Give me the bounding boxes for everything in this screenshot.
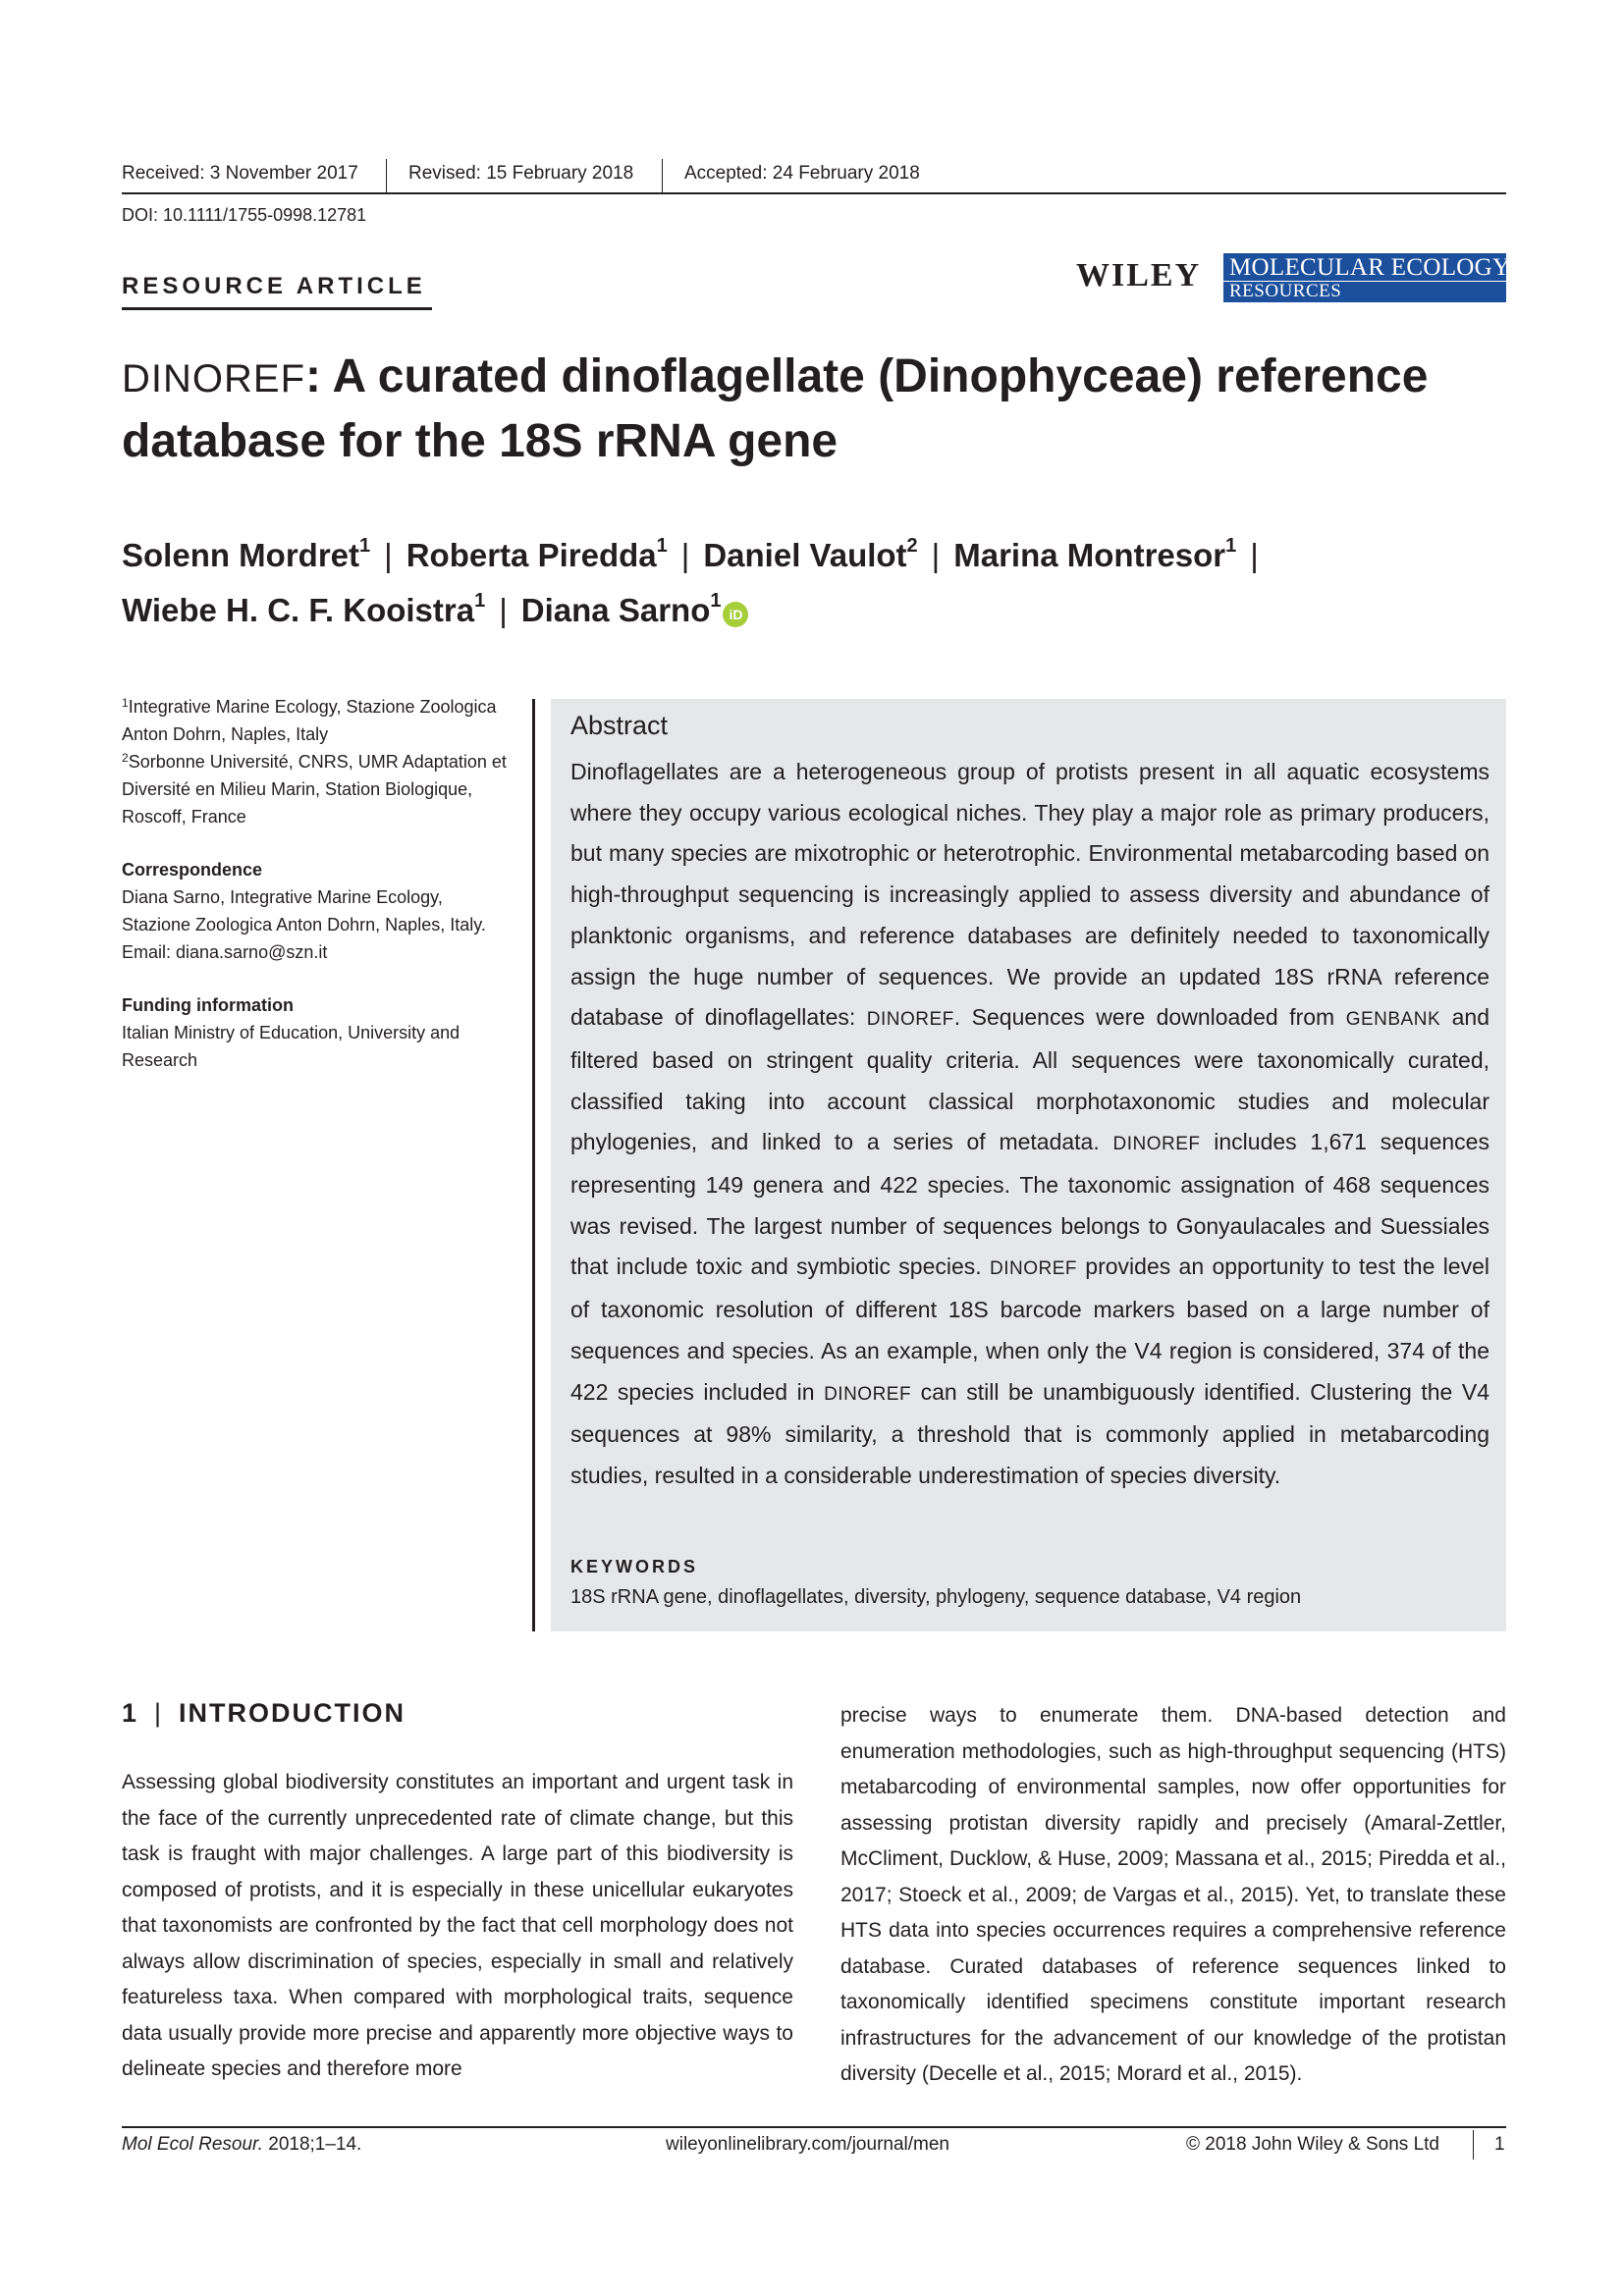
abstract-text: Dinoflagellates are a heterogeneous group of protists present in all aquatic ecosystems where they occupy various ecological niches. They play a major role as primary producers, but many species are mixotrophic or heterotrophic. Environmental metabarcoding based on high-throughput sequencing is increasingly applied to assess diversity and abundance of planktonic organisms, and reference databases are definitely needed to taxonomically assign the huge number of sequences. We provide an updated 18S rRNA reference database of dinoflagellates: DINOREF. Sequences were downloaded from GENBANK and filtered based on stringent quality criteria. All sequences were taxonomically curated, classified taking into account classical morphotaxonomic studies and molecular phylogenies, and linked to a series of metadata. DINOREF includes 1,671 sequences representing 149 genera and 422 species. The taxonomic assignation of 468 sequences was revised. The largest number of sequences belongs to Gonyaulacales and Suessiales that include toxic and symbiotic species. DINOREF provides an opportunity to test the level of taxonomic resolution of different 18S barcode markers based on a large number of sequences and species. As an example, when only the V4 region is considered, 374 of the 422 species included in DINOREF can still be unambiguously identified. Clustering the V4 sequences at 98% similarity, a threshold that is commonly applied in metabarcoding studies, resulted in a considerable underestimation of species diversity. [570, 759, 1490, 1488]
author[interactable]: Solenn Mordret$^1$ [122, 535, 371, 573]
abstract-box [551, 699, 1506, 1631]
intro-paragraph: precise ways to enumerate them. DNA-based detection and enumeration methodologies, such as high-throughput sequencing (HTS) metabarcoding of environmental samples, now offer opportunities for assessing protistan diversity rapidly and precisely (Amaral-Zettler, McCliment, Ducklow, & Huse, 2009; Massana et al., 2015; Piredda et al., 2017; Stoeck et al., 2009; de Vargas et al., 2015). Yet, to translate these HTS data into species occurrences requires a comprehensive reference database. Curated databases of reference sequences linked to taxonomically identified specimens constitute important research infrastructures for the advancement of our knowledge of the protistan diversity (Decelle et al., 2015; Morard et al., 2015). [840, 1704, 1506, 2085]
footer-rule [122, 2126, 1506, 2128]
divider [1473, 2130, 1474, 2160]
journal-logo-line2: RESOURCES [1229, 281, 1342, 301]
article-title [122, 346, 1496, 473]
keywords: 18S rRNA gene, dinoflagellates, diversity, phylogeny, sequence database, V4 region [570, 1586, 1302, 1608]
abstract-heading: Abstract [570, 711, 669, 740]
footer-copyright: © 2018 John Wiley & Sons Ltd [1186, 2134, 1439, 2155]
orcid-icon[interactable]: iD [723, 602, 748, 627]
received-date: Received: 3 November 2017 [122, 163, 358, 184]
section-heading: 1 | INTRODUCTION [122, 1698, 406, 1728]
page-number: 1 [1494, 2134, 1505, 2155]
author-list: Solenn Mordret$^1$ | Roberta Piredda$^1$ | Daniel Vaulot$^2$ | Marina Montresor$^1$ | Wiebe H. C. F. Kooistra$^1$ | Diana Sarno$^1$iD [122, 535, 1259, 628]
correspondence-heading: Correspondence [122, 860, 263, 880]
funding-heading: Funding information [122, 995, 294, 1015]
article-type-underline [122, 307, 432, 310]
database-name: DINOREF [122, 357, 305, 400]
accepted-date: Accepted: 24 February 2018 [684, 163, 920, 184]
revised-date: Revised: 15 February 2018 [408, 163, 634, 184]
footer-url[interactable]: wileyonlinelibrary.com/journal/men [666, 2134, 949, 2155]
journal-logo [1223, 253, 1511, 302]
author[interactable]: Marina Montresor$^1$ [953, 535, 1237, 573]
divider [662, 159, 663, 192]
article-info-sidebar [122, 693, 507, 1074]
publisher-logo: WILEY [1076, 257, 1202, 294]
author[interactable]: Roberta Piredda$^1$ [406, 535, 668, 573]
affiliation: $^1$Integrative Marine Ecology, Stazione Zoologica Anton Dohrn, Naples, Italy [122, 696, 497, 744]
footer-citation: Mol Ecol Resour. 2018;1–14. [122, 2134, 362, 2155]
abstract-bar [532, 699, 535, 1631]
author[interactable]: Daniel Vaulot$^2$ [703, 535, 918, 573]
doi[interactable]: DOI: 10.1111/1755-0998.12781 [122, 205, 367, 225]
journal-logo-line1: MOLECULAR ECOLOGY [1229, 254, 1511, 281]
submission-dates [122, 163, 1506, 192]
correspondence-email[interactable]: Email: diana.sarno@szn.it [122, 942, 328, 962]
funding-text: Italian Ministry of Education, University and Research [122, 1023, 460, 1070]
correspondence-text: Diana Sarno, Integrative Marine Ecology, Stazione Zoologica Anton Dohrn, Naples, Italy. [122, 887, 486, 934]
title-text: : A curated dinoflagellate (Dinophyceae) reference database for the 18S rRNA gene [122, 350, 1429, 467]
author[interactable]: Diana Sarno$^1$ [520, 590, 722, 628]
affiliation: $^2$Sorbonne Université, CNRS, UMR Adaptation et Diversité en Milieu Marin, Station Biologique, Roscoff, France [122, 751, 507, 827]
keywords-heading: KEYWORDS [570, 1557, 699, 1576]
author[interactable]: Wiebe H. C. F. Kooistra$^1$ [122, 590, 486, 628]
intro-paragraph: Assessing global biodiversity constitutes an important and urgent task in the face of the currently unprecedented rate of climate change, but this task is fraught with major challenges. A large part of this biodiversity is composed of protists, and it is especially in these unicellular eukaryotes that taxonomists are confronted by the fact that cell morphology does not always allow discrimination of species, especially in small and relatively featureless taxa. When compared with morphological traits, sequence data usually provide more precise and apparently more objective ways to delineate species and therefore more [122, 1771, 793, 2080]
header-rule [122, 192, 1506, 194]
article-type: RESOURCE ARTICLE [122, 273, 426, 299]
divider [386, 159, 387, 192]
